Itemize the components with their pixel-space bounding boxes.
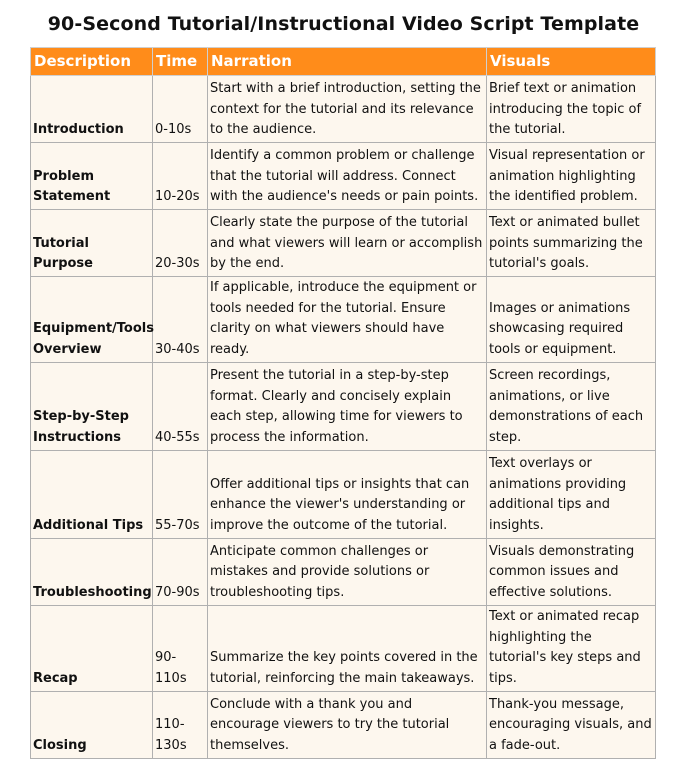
header-visuals: Visuals [487, 48, 656, 76]
header-time: Time [153, 48, 208, 76]
page-title: 90-Second Tutorial/Instructional Video Script Template [47, 13, 640, 35]
narration-cell: Present the tutorial in a step-by-step format. Clearly and concisely explain each step, allowing time for viewers to process the information. [208, 362, 487, 450]
narration-cell: Conclude with a thank you and encourage viewers to try the tutorial themselves. [208, 691, 487, 758]
time-cell: 20-30s [153, 210, 208, 277]
time-cell: 10-20s [153, 143, 208, 210]
time-cell: 40-55s [153, 362, 208, 450]
table-header-row [31, 48, 656, 76]
header-description: Description [31, 48, 153, 76]
table-row [31, 362, 656, 450]
narration-cell: Offer additional tips or insights that can enhance the viewer's understanding or improve the outcome of the tutorial. [208, 450, 487, 538]
table-row [31, 605, 656, 691]
visuals-cell: Text or animated bullet points summarizing the tutorial's goals. [487, 210, 656, 277]
description-cell: Additional Tips [31, 450, 153, 538]
table-row [31, 691, 656, 758]
narration-cell: Identify a common problem or challenge that the tutorial will address. Connect with the audience's needs or pain points. [208, 143, 487, 210]
narration-cell: Clearly state the purpose of the tutorial and what viewers will learn or accomplish by the end. [208, 210, 487, 277]
time-cell: 90-110s [153, 605, 208, 691]
table-row [31, 538, 656, 605]
description-cell: Recap [31, 605, 153, 691]
narration-cell: Anticipate common challenges or mistakes and provide solutions or troubleshooting tips. [208, 538, 487, 605]
time-cell: 110-130s [153, 691, 208, 758]
description-cell: Introduction [31, 76, 153, 143]
script-table [30, 47, 656, 759]
visuals-cell: Visual representation or animation highlighting the identified problem. [487, 143, 656, 210]
table-row [31, 76, 656, 143]
time-cell: 0-10s [153, 76, 208, 143]
narration-cell: Start with a brief introduction, setting the context for the tutorial and its relevance to the audience. [208, 76, 487, 143]
visuals-cell: Images or animations showcasing required tools or equipment. [487, 277, 656, 363]
narration-cell: Summarize the key points covered in the tutorial, reinforcing the main takeaways. [208, 605, 487, 691]
visuals-cell: Brief text or animation introducing the topic of the tutorial. [487, 76, 656, 143]
time-cell: 70-90s [153, 538, 208, 605]
table-row [31, 210, 656, 277]
header-narration: Narration [208, 48, 487, 76]
table-row [31, 450, 656, 538]
visuals-cell: Visuals demonstrating common issues and effective solutions. [487, 538, 656, 605]
description-cell: Tutorial Purpose [31, 210, 153, 277]
description-cell: Step-by-Step Instructions [31, 362, 153, 450]
visuals-cell: Thank-you message, encouraging visuals, and a fade-out. [487, 691, 656, 758]
time-cell: 30-40s [153, 277, 208, 363]
visuals-cell: Text or animated recap highlighting the tutorial's key steps and tips. [487, 605, 656, 691]
description-cell: Troubleshooting [31, 538, 153, 605]
table-row [31, 277, 656, 363]
description-cell: Equipment/Tools Overview [31, 277, 153, 363]
description-cell: Closing [31, 691, 153, 758]
visuals-cell: Screen recordings, animations, or live demonstrations of each step. [487, 362, 656, 450]
time-cell: 55-70s [153, 450, 208, 538]
visuals-cell: Text overlays or animations providing additional tips and insights. [487, 450, 656, 538]
table-row [31, 143, 656, 210]
narration-cell: If applicable, introduce the equipment or tools needed for the tutorial. Ensure clarity on what viewers should have ready. [208, 277, 487, 363]
description-cell: Problem Statement [31, 143, 153, 210]
